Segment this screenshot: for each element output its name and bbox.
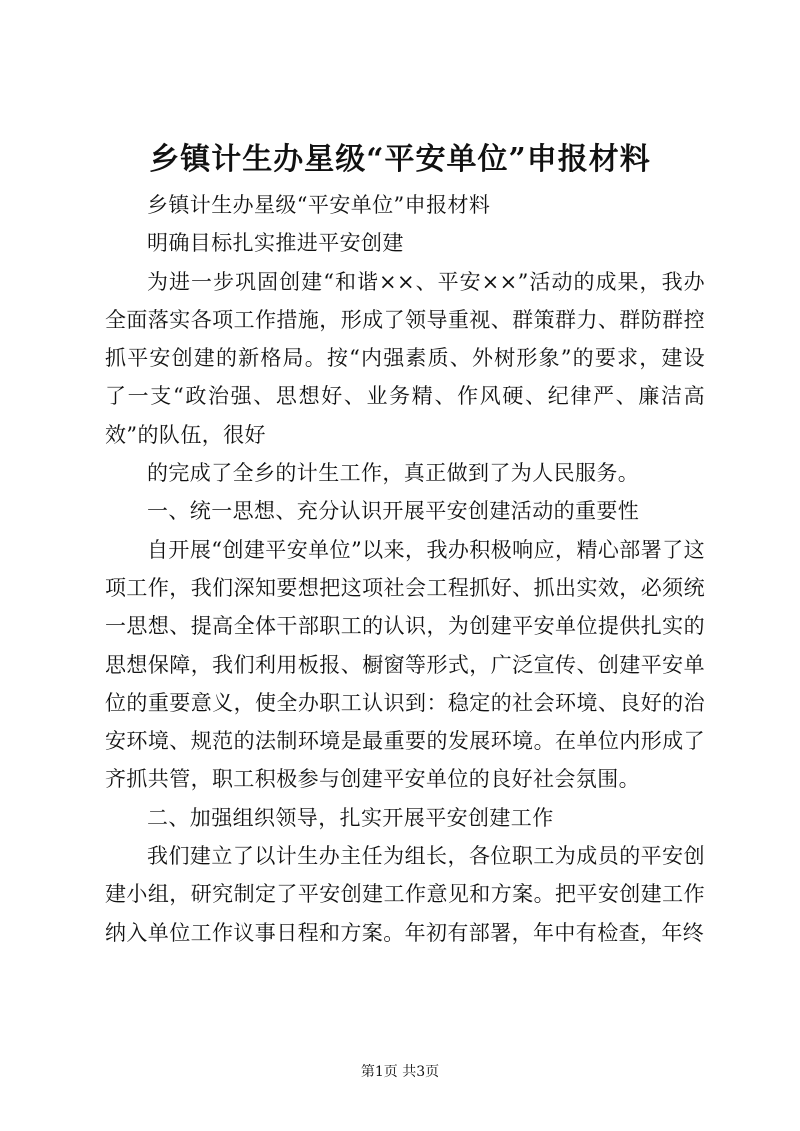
section-heading-2: 二、加强组织领导，扎实开展平安创建工作 — [147, 805, 554, 830]
section-1-paragraph: 自开展“创建平安单位”以来，我办积极响应，精心部署了这项工作，我们深知要想把这项社会工程抓好、抓出实效，必须统一思想、提高全体干部职工的认识，为创建平安单位提供扎实的思想保障，我们利用板报、橱窗等形式，广泛宣传、创建平安单位的重要意义，使全办职工认识到：稳定的社会环境、良好的治安环境、规范的法制环境是最重要的发展环境。在单位内形成了齐抓共管，职工积极参与创建平安单位的良好社会氛围。 — [105, 537, 705, 792]
theme-paragraph: 明确目标扎实推进平安创建 — [147, 231, 404, 256]
document-body — [105, 186, 705, 952]
intro-continuation-paragraph: 的完成了全乡的计生工作，真正做到了为人民服务。 — [147, 461, 640, 486]
section-heading-1: 一、统一思想、充分认识开展平安创建活动的重要性 — [147, 499, 640, 524]
section-2-paragraph: 我们建立了以计生办主任为组长，各位职工为成员的平安创建小组，研究制定了平安创建工作意见和方案。把平安创建工作纳入单位工作议事日程和方案。年初有部署，年中有检查，年终 — [105, 844, 705, 945]
document-title: 乡镇计生办星级“平安单位”申报材料 — [149, 142, 651, 177]
subtitle-paragraph: 乡镇计生办星级“平安单位”申报材料 — [147, 193, 491, 217]
intro-paragraph: 为进一步巩固创建“和谐××、平安××”活动的成果，我办全面落实各项工作措施，形成了领导重视、群策群力、群防群控抓平安创建的新格局。按“内强素质、外树形象”的要求，建设了一支“政治强、思想好、业务精、作风硬、纪律严、廉洁高效”的队伍，很好 — [105, 269, 705, 447]
page-number-footer: 第1页 共3页 — [360, 1064, 440, 1080]
